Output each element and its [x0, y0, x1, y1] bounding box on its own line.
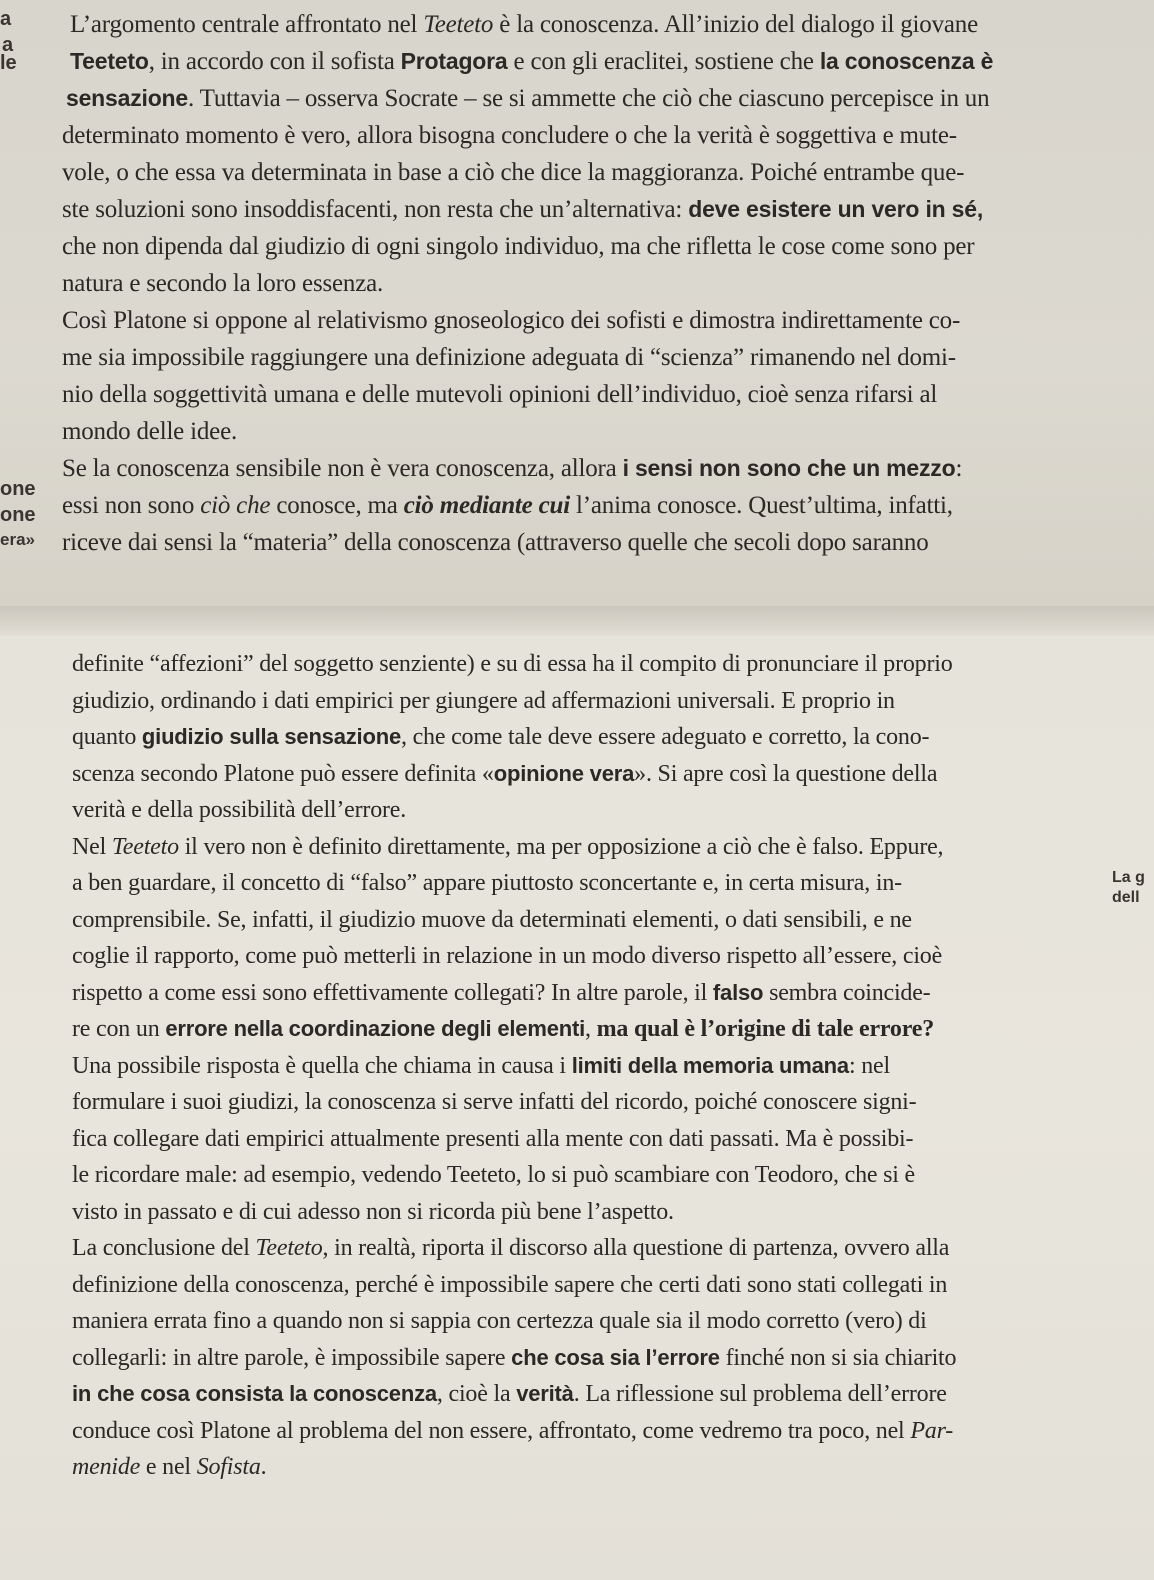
text-run: , cioè la: [436, 1381, 517, 1407]
text-run: limiti della memoria umana: [571, 1052, 849, 1078]
side-note-line: La g: [1112, 869, 1145, 886]
text-run: la conoscenza è: [819, 48, 994, 74]
text-run: nio della soggettività umana e delle mutevoli opinioni dell’individuo, cioè senza rifarsi al: [62, 381, 938, 408]
text-run: che cosa sia l’errore: [511, 1344, 720, 1370]
side-note-fragment: [1112, 868, 1145, 908]
text-line: [62, 450, 1152, 487]
text-line: [72, 975, 1112, 1012]
text-run: La conclusione del: [72, 1235, 256, 1261]
text-run: l’anima conosce. Quest’ultima, infatti,: [569, 492, 953, 519]
text-line: [72, 719, 1112, 756]
text-line: [62, 117, 1152, 154]
text-run: Nel: [72, 833, 112, 860]
text-run: le ricordare male: ad esempio, vedendo Teeteto, lo si può scambiare con Teodoro, che si è: [72, 1162, 915, 1188]
text-run: opinione vera: [493, 760, 635, 786]
text-section-lower: [72, 646, 1112, 1486]
text-run: , in accordo con il sofista: [148, 48, 401, 75]
text-run: giudizio, ordinando i dati empirici per giungere ad affermazioni universali. E proprio in: [72, 687, 895, 714]
text-run: essi non sono: [62, 492, 201, 519]
text-run: ma qual è l’origine di tale errore?: [596, 1016, 935, 1042]
page-shadow: [0, 606, 1154, 636]
text-line: [72, 938, 1112, 975]
text-run: . La riflessione sul problema dell’errore: [573, 1381, 947, 1407]
side-note-line: dell: [1112, 889, 1140, 906]
text-run: . Tuttavia – osserva Socrate – se si ammette che ciò che ciascuno percepisce in un: [188, 85, 990, 112]
text-line: [72, 1449, 1112, 1486]
text-run: mondo delle idee.: [62, 418, 238, 445]
text-line: [62, 228, 1152, 265]
text-run: verità: [516, 1381, 574, 1406]
text-run: definizione della conoscenza, perché è impossibile sapere che certi dati sono stati collegati in: [72, 1271, 948, 1298]
text-line: [72, 792, 1112, 829]
margin-fragment: le: [0, 52, 17, 74]
text-run: riceve dai sensi la “materia” della conoscenza (attraverso quelle che secoli dopo saranno: [62, 529, 929, 556]
text-run: e nel: [140, 1454, 197, 1480]
text-run: vole, o che essa va determinata in base a ciò che dice la maggioranza. Poiché entrambe que-: [62, 159, 965, 186]
text-run: fica collegare dati empirici attualmente presenti alla mente con dati passati. Ma è possibi-: [72, 1125, 914, 1152]
text-run: Se la conoscenza sensibile non è vera conoscenza, allora: [62, 455, 623, 482]
text-run: falso: [712, 979, 764, 1005]
text-line: [72, 1011, 1112, 1048]
text-run: ». Si apre così la questione della: [634, 760, 938, 787]
text-run: Teeteto: [70, 48, 149, 74]
text-line: [72, 1084, 1112, 1121]
text-run: collegarli: in altre parole, è impossibile sapere: [72, 1344, 512, 1371]
text-line: [62, 302, 1152, 339]
text-line: [72, 1303, 1112, 1340]
text-line: [72, 756, 1112, 793]
text-run: Par-: [910, 1417, 954, 1444]
text-run: Teeteto: [111, 833, 179, 860]
text-line: [72, 1340, 1112, 1377]
text-run: ,: [585, 1016, 597, 1042]
text-run: ciò mediante cui: [403, 492, 570, 519]
text-run: conduce così Platone al problema del non essere, affrontato, come vedremo tra poco, nel: [72, 1417, 911, 1444]
text-line: [72, 1230, 1112, 1267]
text-line: [72, 1194, 1112, 1231]
text-run: me sia impossibile raggiungere una definizione adeguata di “scienza” rimanendo nel domi-: [62, 344, 956, 371]
text-run: definite “affezioni” del soggetto senziente) e su di essa ha il compito di pronunciare il proprio: [72, 651, 953, 677]
text-run: quanto: [72, 724, 142, 750]
text-line: [62, 191, 1152, 228]
text-run: : nel: [848, 1052, 890, 1079]
text-section-upper: [62, 6, 1152, 561]
text-run: re con un: [72, 1016, 166, 1042]
text-run: ste soluzioni sono insoddisfacenti, non resta che un’alternativa:: [62, 196, 689, 223]
text-run: finché non si sia chiarito: [719, 1344, 957, 1371]
text-line: [72, 1121, 1112, 1158]
text-run: natura e secondo la loro essenza.: [62, 270, 384, 297]
text-line: [62, 339, 1152, 376]
text-run: scenza secondo Platone può essere definita «: [72, 760, 494, 787]
text-run: Teeteto: [423, 11, 494, 38]
text-run: visto in passato e di cui adesso non si ricorda più bene l’aspetto.: [72, 1198, 674, 1225]
text-line: [72, 1376, 1112, 1413]
text-run: , che come tale deve essere adeguato e corretto, la cono-: [400, 724, 930, 750]
text-line: [62, 265, 1152, 302]
text-line: [72, 1267, 1112, 1304]
margin-fragment: a: [0, 8, 12, 30]
text-run: è la conoscenza. All’inizio del dialogo il giovane: [493, 11, 978, 38]
text-run: sembra coincide-: [763, 979, 931, 1006]
text-line: [62, 6, 1152, 43]
text-line: [72, 865, 1112, 902]
text-line: [62, 80, 1152, 117]
margin-fragment: one: [0, 478, 36, 500]
text-run: Così Platone si oppone al relativismo gnoseologico dei sofisti e dimostra indirettamente co-: [62, 307, 961, 334]
text-line: [62, 154, 1152, 191]
text-line: [72, 683, 1112, 720]
text-run: :: [955, 455, 963, 482]
text-line: [72, 1048, 1112, 1085]
text-run: conosce, ma: [270, 492, 404, 519]
text-run: Protagora: [400, 48, 508, 74]
text-run: sensazione: [66, 85, 188, 111]
text-line: [72, 1157, 1112, 1194]
text-line: [62, 524, 1152, 561]
text-run: Teeteto: [255, 1235, 323, 1261]
text-run: coglie il rapporto, come può metterli in relazione in un modo diverso rispetto all’essere, cioè: [72, 943, 943, 969]
text-run: i sensi non sono che un mezzo: [622, 455, 956, 481]
text-run: formulare i suoi giudizi, la conoscenza si serve infatti del ricordo, poiché conoscere signi-: [72, 1089, 917, 1115]
text-run: ciò che: [200, 492, 271, 519]
text-run: deve esistere un vero in sé,: [688, 196, 984, 222]
text-run: il vero non è definito direttamente, ma per opposizione a ciò che è falso. Eppure,: [178, 833, 944, 860]
text-run: determinato momento è vero, allora bisogna concludere o che la verità è soggettiva e mute-: [62, 122, 957, 149]
text-line: [62, 43, 1152, 80]
text-run: che non dipenda dal giudizio di ogni singolo individuo, ma che rifletta le cose come sono per: [62, 233, 975, 260]
text-run: Sofista: [196, 1454, 261, 1480]
text-line: [62, 413, 1152, 450]
text-line: [62, 376, 1152, 413]
text-run: maniera errata fino a quando non si sappia con certezza quale sia il modo corretto (vero) di: [72, 1308, 927, 1334]
margin-fragment: era»: [0, 530, 35, 549]
text-run: L’argomento centrale affrontato nel: [70, 11, 424, 38]
text-run: Una possibile risposta è quella che chiama in causa i: [72, 1052, 572, 1079]
text-run: giudizio sulla sensazione: [141, 724, 401, 749]
text-run: e con gli eraclitei, sostiene che: [507, 48, 820, 75]
text-run: .: [260, 1454, 267, 1480]
text-line: [72, 1413, 1112, 1450]
text-run: a ben guardare, il concetto di “falso” appare piuttosto sconcertante e, in certa misura, in-: [72, 870, 902, 896]
text-run: in che cosa consista la conoscenza: [72, 1381, 437, 1406]
text-run: menide: [72, 1454, 141, 1480]
text-line: [72, 902, 1112, 939]
text-run: rispetto a come essi sono effettivamente collegati? In altre parole, il: [72, 979, 713, 1006]
text-run: verità e della possibilità dell’errore.: [72, 797, 407, 823]
text-run: , in realtà, riporta il discorso alla questione di partenza, ovvero alla: [322, 1235, 950, 1261]
margin-fragment: a: [2, 34, 14, 56]
text-run: errore nella coordinazione degli elementi: [165, 1016, 586, 1041]
text-line: [62, 487, 1152, 524]
text-run: comprensibile. Se, infatti, il giudizio muove da determinati elementi, o dati sensibili, e ne: [72, 906, 912, 933]
text-line: [72, 829, 1112, 866]
text-line: [72, 646, 1112, 683]
margin-fragment: one: [0, 504, 36, 526]
